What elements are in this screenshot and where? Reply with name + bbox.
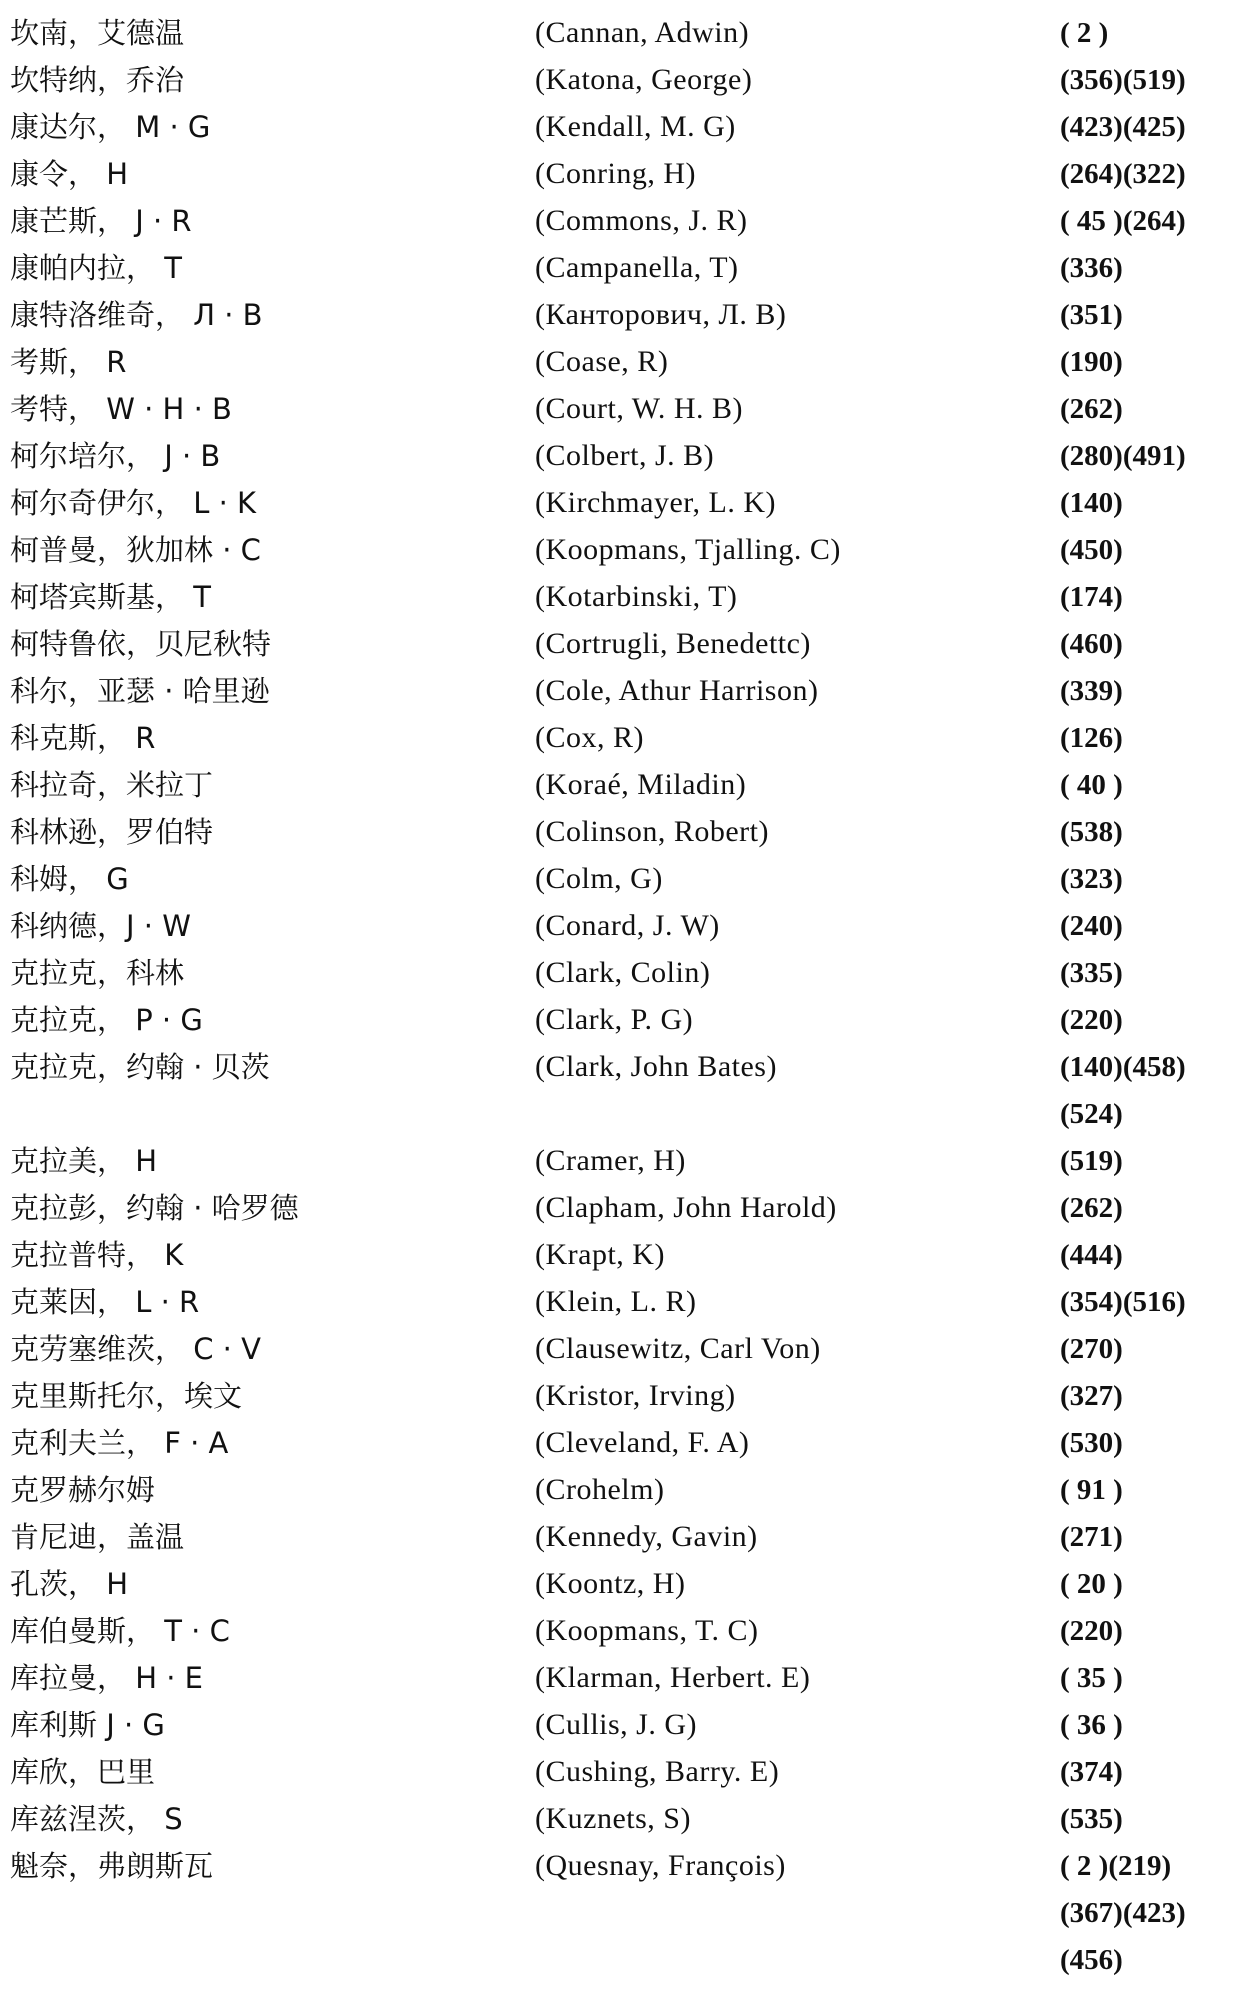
index-row xyxy=(0,1279,1260,1325)
index-row xyxy=(0,1373,1260,1419)
index-row xyxy=(0,1890,1260,1936)
index-row xyxy=(0,668,1260,714)
page-refs: (264)(322) xyxy=(1060,158,1186,190)
page-refs: (140)(458) xyxy=(1060,1051,1186,1083)
original-name: (Clark, John Bates) xyxy=(535,1050,777,1083)
original-name: (Cullis, J. G) xyxy=(535,1708,698,1741)
original-name: (Kendall, M. G) xyxy=(535,110,736,143)
original-name: (Campanella, T) xyxy=(535,251,739,284)
page-refs: (530) xyxy=(1060,1427,1123,1459)
page-refs: (280)(491) xyxy=(1060,440,1186,472)
chinese-name: 克拉美， H xyxy=(10,1144,158,1178)
index-row xyxy=(0,856,1260,902)
page-refs: (374) xyxy=(1060,1756,1123,1788)
index-row xyxy=(0,1326,1260,1372)
chinese-name: 库利斯 J · G xyxy=(10,1708,165,1742)
original-name: (Commons, J. R) xyxy=(535,204,748,237)
index-row xyxy=(0,1608,1260,1654)
page-refs: (240) xyxy=(1060,910,1123,942)
page-refs: (460) xyxy=(1060,628,1123,660)
index-row xyxy=(0,1937,1260,1983)
original-name: (Krapt, K) xyxy=(535,1238,665,1271)
page-refs: (336) xyxy=(1060,252,1123,284)
original-name: (Koopmans, T. C) xyxy=(535,1614,759,1647)
chinese-name: 康特洛维奇， Л · B xyxy=(10,298,263,332)
index-row xyxy=(0,997,1260,1043)
page-refs: ( 45 )(264) xyxy=(1060,205,1186,237)
original-name: (Colm, G) xyxy=(535,862,663,895)
original-name: (Colbert, J. B) xyxy=(535,439,715,472)
chinese-name: 库欣，巴里 xyxy=(10,1755,156,1789)
page-refs: (339) xyxy=(1060,675,1123,707)
page-refs: (190) xyxy=(1060,346,1123,378)
page-refs: ( 2 ) xyxy=(1060,17,1109,49)
index-row xyxy=(0,1044,1260,1090)
original-name: (Klarman, Herbert. E) xyxy=(535,1661,811,1694)
chinese-name: 克里斯托尔，埃文 xyxy=(10,1379,243,1413)
index-row xyxy=(0,339,1260,385)
chinese-name: 克拉普特， K xyxy=(10,1238,184,1272)
original-name: (Cramer, H) xyxy=(535,1144,686,1177)
page-refs: ( 20 ) xyxy=(1060,1568,1123,1600)
index-row xyxy=(0,480,1260,526)
chinese-name: 科姆， G xyxy=(10,862,129,896)
page-refs: (270) xyxy=(1060,1333,1123,1365)
page-refs: (126) xyxy=(1060,722,1123,754)
chinese-name: 坎南，艾德温 xyxy=(10,16,185,50)
original-name: (Clark, P. G) xyxy=(535,1003,694,1036)
index-row xyxy=(0,1091,1260,1137)
page-refs: (351) xyxy=(1060,299,1123,331)
chinese-name: 克拉克， P · G xyxy=(10,1003,203,1037)
page-refs: (356)(519) xyxy=(1060,64,1186,96)
page-refs: (367)(423) xyxy=(1060,1897,1186,1929)
page-refs: ( 91 ) xyxy=(1060,1474,1123,1506)
original-name: (Coase, R) xyxy=(535,345,669,378)
chinese-name: 克罗赫尔姆 xyxy=(10,1473,156,1507)
index-row xyxy=(0,762,1260,808)
original-name: (Crohelm) xyxy=(535,1473,665,1506)
chinese-name: 考斯， R xyxy=(10,345,127,379)
page-refs: (220) xyxy=(1060,1615,1123,1647)
page-refs: (220) xyxy=(1060,1004,1123,1036)
chinese-name: 科林逊，罗伯特 xyxy=(10,815,214,849)
original-name: (Kennedy, Gavin) xyxy=(535,1520,758,1553)
page-refs: ( 35 ) xyxy=(1060,1662,1123,1694)
index-row xyxy=(0,1655,1260,1701)
index-row xyxy=(0,386,1260,432)
original-name: (Clausewitz, Carl Von) xyxy=(535,1332,821,1365)
original-name: (Koopmans, Tjalling. C) xyxy=(535,533,841,566)
page-refs: (524) xyxy=(1060,1098,1123,1130)
original-name: (Koontz, H) xyxy=(535,1567,686,1600)
chinese-name: 柯塔宾斯基， T xyxy=(10,580,211,614)
chinese-name: 柯尔奇伊尔， L · K xyxy=(10,486,257,520)
page-refs: (271) xyxy=(1060,1521,1123,1553)
index-row xyxy=(0,903,1260,949)
page-refs: (335) xyxy=(1060,957,1123,989)
chinese-name: 科克斯， R xyxy=(10,721,156,755)
chinese-name: 克莱因， L · R xyxy=(10,1285,200,1319)
chinese-name: 克利夫兰， F · A xyxy=(10,1426,229,1460)
chinese-name: 克拉克，科林 xyxy=(10,956,185,990)
page-refs: (535) xyxy=(1060,1803,1123,1835)
index-row xyxy=(0,10,1260,56)
index-row xyxy=(0,57,1260,103)
chinese-name: 克拉彭，约翰 · 哈罗德 xyxy=(10,1191,299,1225)
chinese-name: 康芒斯， J · R xyxy=(10,204,192,238)
index-row xyxy=(0,151,1260,197)
chinese-name: 康令， H xyxy=(10,157,129,191)
original-name: (Clark, Colin) xyxy=(535,956,711,989)
original-name: (Cole, Athur Harrison) xyxy=(535,674,819,707)
index-row xyxy=(0,1843,1260,1889)
original-name: (Cushing, Barry. E) xyxy=(535,1755,780,1788)
page-refs: ( 40 ) xyxy=(1060,769,1123,801)
page-refs: ( 2 )(219) xyxy=(1060,1850,1172,1882)
page-refs: (262) xyxy=(1060,1192,1123,1224)
index-row xyxy=(0,527,1260,573)
chinese-name: 科纳德，J · W xyxy=(10,909,191,943)
page-refs: ( 36 ) xyxy=(1060,1709,1123,1741)
chinese-name: 库伯曼斯， T · C xyxy=(10,1614,230,1648)
chinese-name: 孔茨， H xyxy=(10,1567,129,1601)
page-refs: (456) xyxy=(1060,1944,1123,1976)
index-row xyxy=(0,1138,1260,1184)
index-row xyxy=(0,198,1260,244)
original-name: (Kotarbinski, T) xyxy=(535,580,738,613)
original-name: (Colinson, Robert) xyxy=(535,815,769,848)
page-refs: (423)(425) xyxy=(1060,111,1186,143)
index-row xyxy=(0,1514,1260,1560)
page-refs: (262) xyxy=(1060,393,1123,425)
page-refs: (323) xyxy=(1060,863,1123,895)
index-row xyxy=(0,1702,1260,1748)
page-refs: (354)(516) xyxy=(1060,1286,1186,1318)
index-row xyxy=(0,1232,1260,1278)
index-row xyxy=(0,104,1260,150)
original-name: (Kristor, Irving) xyxy=(535,1379,736,1412)
original-name: (Cortrugli, Benedettc) xyxy=(535,627,811,660)
original-name: (Cleveland, F. A) xyxy=(535,1426,750,1459)
original-name: (Kuznets, S) xyxy=(535,1802,691,1835)
index-row xyxy=(0,1561,1260,1607)
index-row xyxy=(0,245,1260,291)
original-name: (Cannan, Adwin) xyxy=(535,16,750,49)
index-row xyxy=(0,292,1260,338)
index-row xyxy=(0,1796,1260,1842)
chinese-name: 坎特纳，乔治 xyxy=(10,63,185,97)
original-name: (Katona, George) xyxy=(535,63,753,96)
chinese-name: 柯普曼，狄加林 · C xyxy=(10,533,261,567)
original-name: (Koraé, Miladin) xyxy=(535,768,747,801)
index-row xyxy=(0,433,1260,479)
original-name: (Klein, L. R) xyxy=(535,1285,697,1318)
original-name: (Clapham, John Harold) xyxy=(535,1191,837,1224)
original-name: (Канторович, Л. В) xyxy=(535,298,787,331)
index-row xyxy=(0,574,1260,620)
chinese-name: 库拉曼， H · E xyxy=(10,1661,204,1695)
chinese-name: 库兹涅茨， S xyxy=(10,1802,183,1836)
index-row xyxy=(0,1749,1260,1795)
original-name: (Kirchmayer, L. K) xyxy=(535,486,777,519)
page-refs: (444) xyxy=(1060,1239,1123,1271)
chinese-name: 柯尔培尔， J · B xyxy=(10,439,221,473)
page-refs: (538) xyxy=(1060,816,1123,848)
chinese-name: 考特， W · H · B xyxy=(10,392,232,426)
page-refs: (450) xyxy=(1060,534,1123,566)
index-row xyxy=(0,809,1260,855)
index-row xyxy=(0,1467,1260,1513)
chinese-name: 肯尼迪，盖温 xyxy=(10,1520,185,1554)
original-name: (Quesnay, François) xyxy=(535,1849,786,1882)
original-name: (Cox, R) xyxy=(535,721,644,754)
index-row xyxy=(0,715,1260,761)
index-row xyxy=(0,1420,1260,1466)
chinese-name: 康达尔， M · G xyxy=(10,110,211,144)
chinese-name: 科拉奇，米拉丁 xyxy=(10,768,214,802)
original-name: (Conard, J. W) xyxy=(535,909,720,942)
page-refs: (140) xyxy=(1060,487,1123,519)
index-row xyxy=(0,950,1260,996)
chinese-name: 科尔，亚瑟 · 哈里逊 xyxy=(10,674,270,708)
original-name: (Court, W. H. B) xyxy=(535,392,744,425)
page-refs: (327) xyxy=(1060,1380,1123,1412)
original-name: (Conring, H) xyxy=(535,157,696,190)
chinese-name: 柯特鲁依，贝尼秋特 xyxy=(10,627,272,661)
chinese-name: 魁奈，弗朗斯瓦 xyxy=(10,1849,214,1883)
index-row xyxy=(0,621,1260,667)
chinese-name: 克拉克，约翰 · 贝茨 xyxy=(10,1050,270,1084)
page-refs: (519) xyxy=(1060,1145,1123,1177)
chinese-name: 康帕内拉， T xyxy=(10,251,182,285)
index-row xyxy=(0,1185,1260,1231)
chinese-name: 克劳塞维茨， C · V xyxy=(10,1332,261,1366)
page-refs: (174) xyxy=(1060,581,1123,613)
